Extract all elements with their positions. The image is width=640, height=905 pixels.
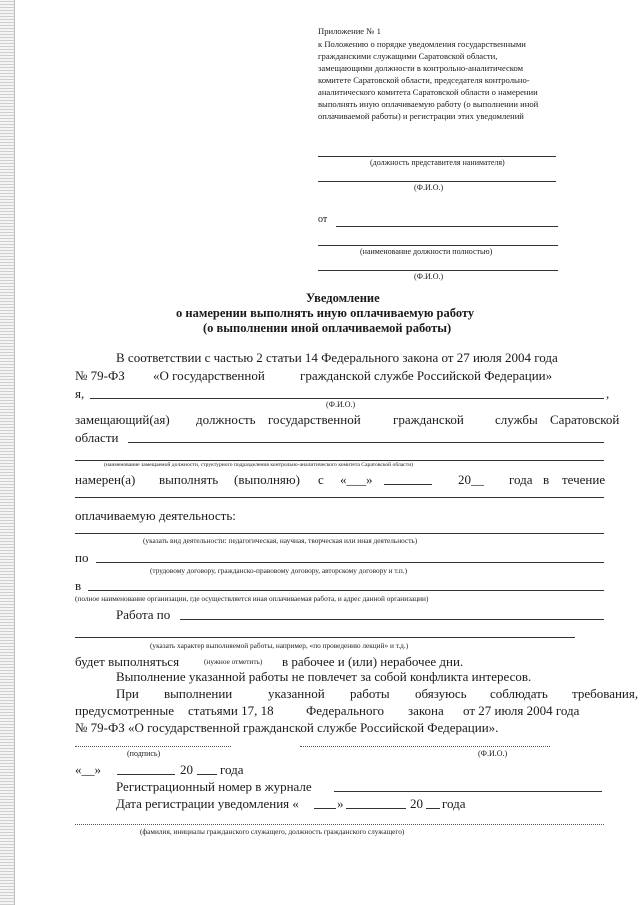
caption-organization: (полное наименование организации, где осуществляется иная оплачиваемая работа, и адрес данной организации) [75, 594, 429, 603]
appendix-line-7: оплачиваемой работы) и регистрации этих уведомлений [318, 111, 524, 121]
p1-line-2b: «О государственной [153, 368, 265, 383]
caption-signature: (подпись) [127, 749, 161, 758]
caption-registrar: (фамилия, инициалы гражданского служащего, должность гражданского служащего) [140, 827, 405, 836]
p3-word-6: в [543, 472, 550, 487]
appendix-line-2: гражданскими служащими Саратовской области, [318, 51, 498, 61]
date-year-label: года [220, 762, 244, 777]
p1-line-2c: гражданской службе Российской Федерации» [300, 368, 553, 383]
will-line-note: (нужное отметить) [204, 657, 263, 666]
reg-date-year-line[interactable] [426, 808, 440, 809]
reg-date-year-prefix: 20 [410, 796, 423, 811]
caption-representative-position: (должность представителя нанимателя) [370, 158, 505, 167]
reg-date-month-line[interactable] [346, 808, 406, 809]
scan-edge [0, 0, 15, 905]
date-month-line[interactable] [117, 774, 175, 775]
reg-date-quote: » [337, 796, 344, 811]
p3-date-day[interactable]: «___» [340, 472, 373, 487]
p2-word-6: Саратовской [550, 412, 620, 427]
date-year-prefix: 20 [180, 762, 193, 777]
p1-line-1: В соответствии с частью 2 статьи 14 Федерального закона от 27 июля 2004 года [116, 350, 558, 365]
caption-activity: (указать вид деятельности: педагогическая, научная, творческая или иная деятельность) [143, 536, 418, 545]
date-year-line[interactable] [197, 774, 217, 775]
p3-word-5: года [509, 472, 533, 487]
caption-fio-2: (Ф.И.О.) [414, 272, 444, 281]
reg-number-line[interactable] [334, 791, 602, 792]
heading-line-2: о намерении выполнять иную оплачиваемую работу [176, 306, 475, 320]
reg-date-label: Дата регистрации уведомления « [116, 796, 299, 811]
heading-line-3: (о выполнении иной оплачиваемой работы) [203, 321, 452, 335]
p3-line-2: оплачиваемую деятельность: [75, 508, 236, 523]
work-line-2[interactable] [75, 637, 575, 638]
will-line-b: в рабочее и (или) нерабочее дни. [282, 654, 464, 669]
reg-date-day-line[interactable] [314, 808, 336, 809]
activity-line[interactable] [75, 533, 604, 534]
oblig3-line: № 79-ФЗ «О государственной гражданской службе Российской Федерации». [75, 720, 499, 735]
p3-word-7: течение [562, 472, 606, 487]
appendix-title: Приложение № 1 [318, 26, 381, 36]
p1-line-2a: № 79-ФЗ [75, 368, 125, 383]
p3-word-1: намерен(а) [75, 472, 136, 487]
reg-number-label: Регистрационный номер в журнале [116, 779, 312, 794]
oblig-word-2: выполнении [164, 686, 233, 701]
oblig-word-5: обязуюсь [415, 686, 467, 701]
appendix-line-4: комитете Саратовской области, председателя контрольно- [318, 75, 530, 85]
date-day[interactable]: «__» [75, 762, 101, 777]
employee-line-2[interactable] [318, 245, 558, 246]
employee-line-1[interactable] [336, 226, 558, 227]
p3-word-3: (выполняю) [234, 472, 300, 487]
will-line-a: будет выполняться [75, 654, 180, 669]
work-line-1[interactable] [180, 619, 604, 620]
p2-word-2: должность [196, 412, 256, 427]
oblig-word-7: требования, [572, 686, 639, 701]
organization-line[interactable] [88, 590, 604, 591]
p3-date-month-line[interactable] [384, 484, 432, 485]
p2-word-4: гражданской [393, 412, 464, 427]
oblig2-word-5: от 27 июля 2004 года [463, 703, 580, 718]
position-line-2[interactable] [75, 460, 604, 461]
position-line-1[interactable] [128, 442, 604, 443]
appendix-line-5: аналитического комитета Саратовской области о намерении [318, 87, 538, 97]
po-label: по [75, 550, 89, 565]
caption-contract: (трудовому договору, гражданско-правовому договору, авторскому договору и т.п.) [150, 566, 408, 575]
oblig-word-4: работы [350, 686, 390, 701]
p2-word-1: замещающий(ая) [75, 412, 170, 427]
caption-position-full: (наименование должности полностью) [360, 247, 493, 256]
reg-date-year-label: года [442, 796, 466, 811]
appendix-line-6: выполнять иную оплачиваемую работу (о выполнении иной [318, 99, 539, 109]
p2-word-5: службы [495, 412, 538, 427]
p3-date-year[interactable]: 20__ [458, 472, 484, 487]
caption-fio-3: (Ф.И.О.) [326, 400, 356, 409]
p1-ya: я, [75, 386, 85, 401]
oblig-word-3: указанной [268, 686, 325, 701]
oblig-word-6: соблюдать [490, 686, 548, 701]
appendix-line-1: к Положению о порядке уведомления государственными [318, 39, 526, 49]
oblig-word-1: При [116, 686, 139, 701]
p1-comma: , [606, 386, 610, 401]
applicant-fio-line[interactable] [90, 398, 604, 399]
oblig2-word-3: Федерального [306, 703, 385, 718]
employee-fio-line[interactable] [318, 270, 558, 271]
representative-position-line[interactable] [318, 156, 556, 157]
p2-word-3: государственной [268, 412, 361, 427]
oblig2-word-1: предусмотренные [75, 703, 175, 718]
work-label: Работа по [116, 607, 171, 622]
contract-line[interactable] [96, 562, 604, 563]
caption-position-long: (наименование замещаемой должности, структурного подразделения контрольно-аналитического комитета Саратовской области) [104, 462, 414, 468]
conflict-text: Выполнение указанной работы не повлечет за собой конфликта интересов. [116, 669, 532, 684]
heading-title: Уведомление [306, 291, 380, 305]
p2-line-2: области [75, 430, 119, 445]
v-label: в [75, 578, 82, 593]
registrar-line[interactable] [75, 824, 604, 825]
representative-fio-line[interactable] [318, 181, 556, 182]
p3-word-4: с [318, 472, 324, 487]
p3-word-2: выполнять [159, 472, 219, 487]
caption-fio-4: (Ф.И.О.) [478, 749, 508, 758]
caption-fio-1: (Ф.И.О.) [414, 183, 444, 192]
appendix-line-3: замещающими должности в контрольно-аналитическом [318, 63, 524, 73]
from-label: от [318, 214, 328, 225]
oblig2-word-4: закона [408, 703, 444, 718]
oblig2-word-2: статьями 17, 18 [188, 703, 274, 718]
signature-line[interactable] [75, 746, 231, 747]
signature-fio-line[interactable] [300, 746, 550, 747]
term-line[interactable] [75, 497, 604, 498]
caption-work: (указать характер выполняемой работы, например, «по проведению лекций» и т.д.) [150, 641, 409, 650]
